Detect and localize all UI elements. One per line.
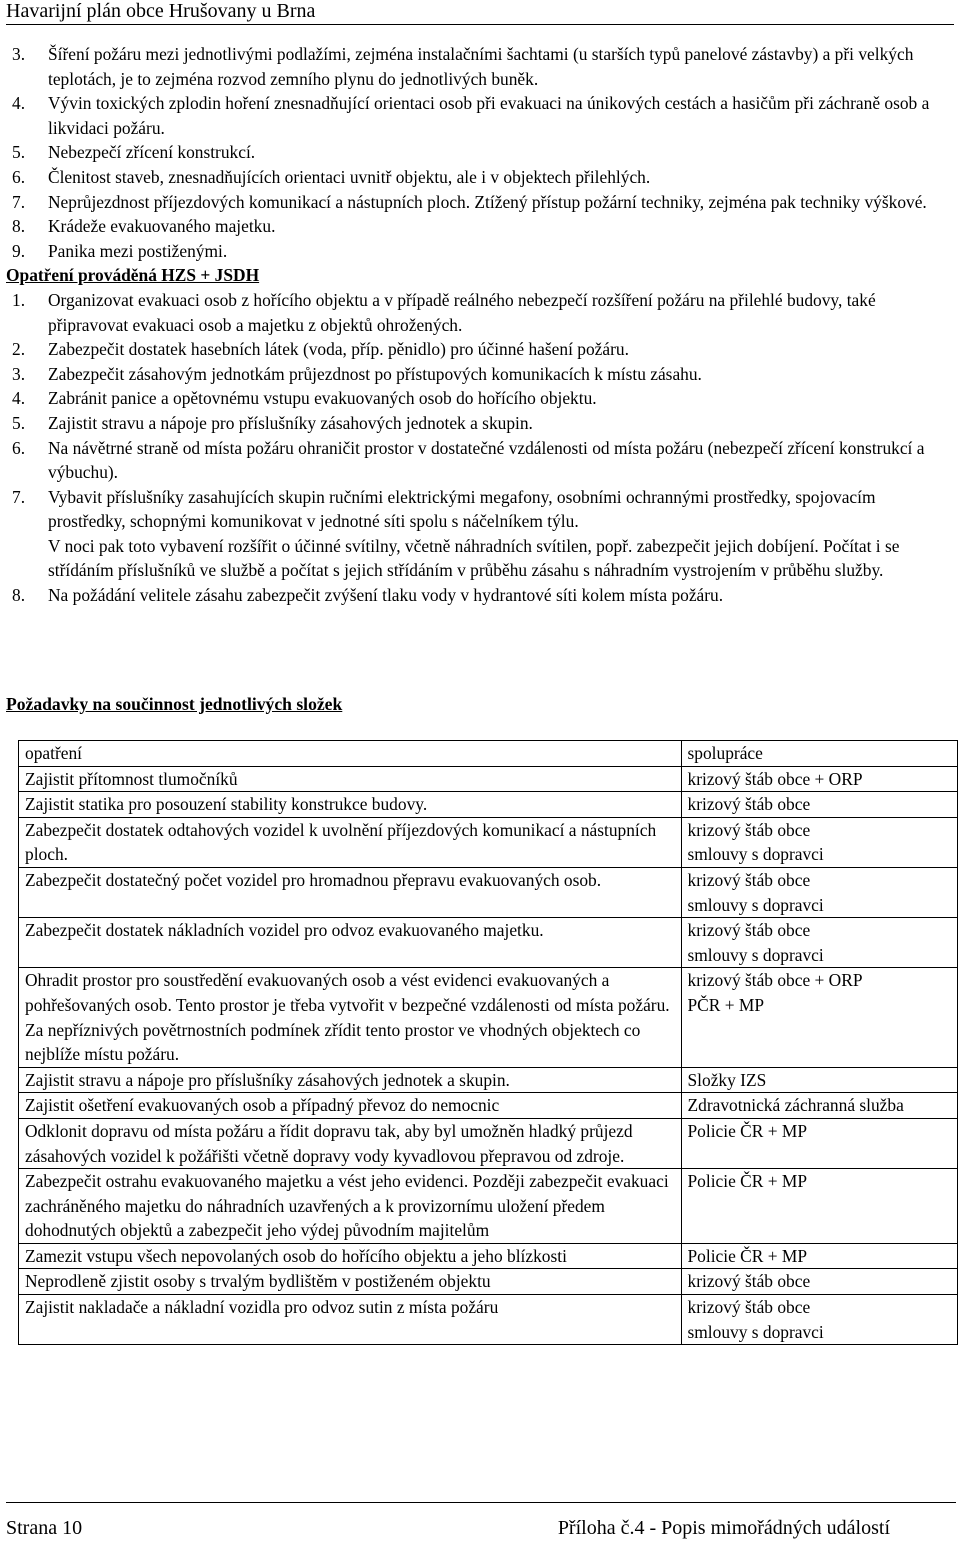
section-title: Požadavky na součinnost jednotlivých složek	[6, 694, 343, 714]
list-item: 8. Krádeže evakuovaného majetku.	[12, 216, 276, 237]
table-row: Neprodleně zjistit osoby s trvalým bydlištěm v postiženém objektu krizový štáb obce	[19, 1269, 958, 1295]
measures-list	[6, 288, 956, 608]
table-row: Odklonit dopravu od místa požáru a řídit dopravu tak, aby byl umožněn hladký průjezd zásahových vozidel k požářišti včetně dopravy vody kyvadlovou přepravou od zdroje. Policie ČR + MP	[19, 1118, 958, 1168]
page-number: Strana 10	[6, 1517, 83, 1539]
list-item: 8. Na požádání velitele zásahu zabezpečit zvýšení tlaku vody v hydrantové síti kolem místa požáru.	[12, 585, 724, 606]
column-header-measure: opatření	[19, 741, 682, 767]
list-item: 3. Šíření požáru mezi jednotlivými podlažími, zejména instalačními šachtami (u starších typů panelové zástavby) a při velkých teplotách, je to zejména rozvod zemního plynu do jednotlivých buněk.	[12, 44, 914, 89]
list-item: 9. Panika mezi postiženými.	[12, 240, 228, 261]
measures-heading: Opatření prováděná HZS + JSDH	[6, 265, 260, 286]
list-item: 4. Zabránit panice a opětovnému vstupu evakuovaných osob do hořícího objektu.	[12, 388, 597, 409]
list-item: 1. Organizovat evakuaci osob z hořícího objektu a v případě reálného nebezpečí rozšíření požáru na přilehlé budovy, také připravovat evakuaci osob a majetku z objektů ohrožených.	[12, 289, 876, 335]
list-item: 6. Členitost staveb, znesnadňujících orientaci uvnitř objektu, ale i v objektech přilehlých.	[12, 166, 651, 187]
table-row: Zamezit vstupu všech nepovolaných osob do hořícího objektu a jeho blízkosti Policie ČR + MP	[19, 1243, 958, 1269]
table-row: Zajistit přítomnost tlumočníků krizový štáb obce + ORP	[19, 766, 958, 792]
table-row: Zabezpečit dostatek nákladních vozidel pro odvoz evakuovaného majetku. krizový štáb obce smlouvy s dopravci	[19, 918, 958, 968]
table-row: Zabezpečit ostrahu evakuovaného majetku a vést jeho evidenci. Později zabezpečit evakuaci zachráněného majetku do náhradních uzavřených a k provizornímu uložení předem dohodnutých objektů a zabezpečit jeho výdej původním majitelům Policie ČR + MP	[19, 1169, 958, 1244]
list-item: 6. Na návětrné straně od místa požáru ohraničit prostor v dostatečné vzdálenosti od místa požáru (nebezpečí zřícení konstrukcí a výbuchu).	[12, 437, 925, 483]
table-row: Zajistit stravu a nápoje pro příslušníky zásahových jednotek a skupin. Složky IZS	[19, 1067, 958, 1093]
list-item: 7. Neprůjezdnost příjezdových komunikací a nástupních ploch. Ztížený přístup požární techniky, zejména pak techniky výškové.	[12, 191, 927, 212]
list-item: 5. Zajistit stravu a nápoje pro příslušníky zásahových jednotek a skupin.	[12, 412, 533, 433]
document-title: Havarijní plán obce Hrušovany u Brna	[6, 0, 316, 22]
list-item: 2. Zabezpečit dostatek hasebních látek (voda, příp. pěnidlo) pro účinné hašení požáru.	[12, 339, 629, 360]
page-footer	[6, 1502, 956, 1539]
table-row: Ohradit prostor pro soustředění evakuovaných osob a vést evidenci evakuovaných a pohřešovaných osob. Tento prostor je třeba vytvořit v bezpečné vzdálenosti od místa požáru. Za nepříznivých povětrnostních podmínek zřídit tento prostor ve vhodných objektech co nejblíže místu požáru. krizový štáb obce + ORP PČR + MP	[19, 968, 958, 1067]
page-header	[6, 0, 954, 25]
table-row: Zajistit nakladače a nákladní vozidla pro odvoz sutin z místa požáru krizový štáb obce smlouvy s dopravci	[19, 1295, 958, 1345]
column-header-cooperation: spolupráce	[681, 741, 957, 767]
document-body	[6, 42, 956, 608]
table-header-row	[19, 741, 958, 767]
list-item: 5. Nebezpečí zřícení konstrukcí.	[12, 142, 256, 163]
risk-list	[6, 42, 956, 263]
list-item: 3. Zabezpečit zásahovým jednotkám průjezdnost po přístupových komunikacích k místu zásahu.	[12, 363, 702, 384]
table-row: Zabezpečit dostatek odtahových vozidel k uvolnění příjezdových komunikací a nástupních ploch. krizový štáb obce smlouvy s dopravci	[19, 817, 958, 867]
table-row: Zabezpečit dostatečný počet vozidel pro hromadnou přepravu evakuovaných osob. krizový štáb obce smlouvy s dopravci	[19, 867, 958, 917]
list-item: 7. Vybavit příslušníky zasahujících skupin ručními elektrickými megafony, osobními ochrannými prostředky, spojovacím prostředky, schopnými komunikovat v jednotné síti spolu s náčelníkem týlu. V noci pak toto vybavení rozšířit o účinné svítilny, včetně náhradních svítilen, popř. zabezpečit jejich dobíjení. Počítat i se střídáním příslušníků ve službě a počítat s jejich střídáním v průběhu zásahu s náhradním vystrojením v průběhu služby.	[12, 486, 900, 581]
table-row: Zajistit statika pro posouzení stability konstrukce budovy. krizový štáb obce	[19, 792, 958, 818]
table-row: Zajistit ošetření evakuovaných osob a případný převoz do nemocnic Zdravotnická záchranná služba	[19, 1093, 958, 1119]
cooperation-table	[18, 740, 958, 1345]
footer-attachment-label: Příloha č.4 - Popis mimořádných událostí	[557, 1517, 890, 1539]
list-item: 4. Vývin toxických zplodin hoření znesnadňující orientaci osob při evakuaci na únikových cestách a hasičům při záchraně osob a likvidaci požáru.	[12, 93, 930, 138]
